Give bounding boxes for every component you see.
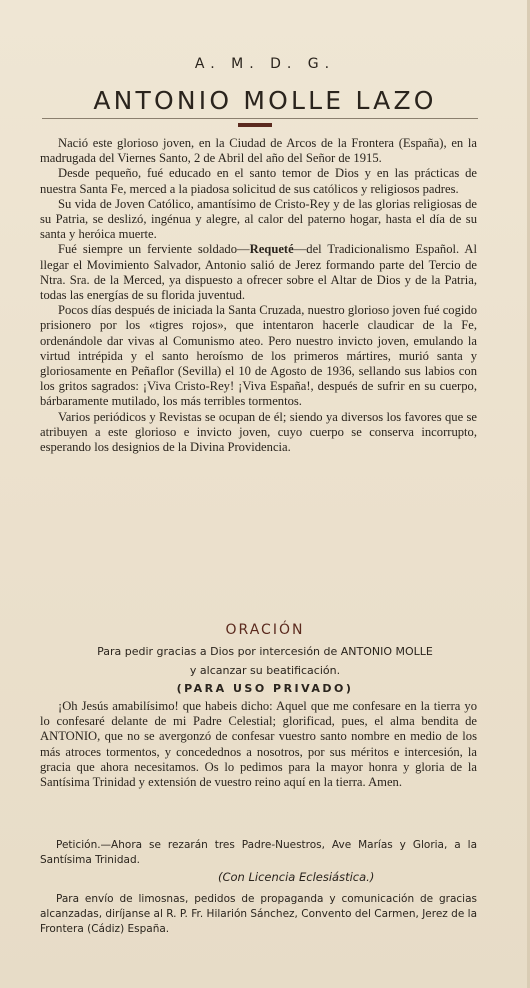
prayer-paragraph: ¡Oh Jesús amabilísimo! que habeis dicho: Aquel que me confesare en la tierra yo lo confesaré delante de mi Padre Celestial; glorificad, pues, el alma bendita de ANTONIO, que no se avergonzó de confesar vuestro santo nombre en medio de los más atroces tormentos, y concedednos a nosotros, por sus méritos e intercesión, la gracia que ahora necesitamos. Os lo pedimos para la mayor honra y gloria de la Santísima Trinidad y extensión de vuestro reino aquí en la tierra. Amen. xyxy=(40,699,477,790)
requete-emphasis: Requeté xyxy=(249,242,294,257)
biography-paragraph: Nació este glorioso joven, en la Ciudad de Arcos de la Frontera (España), en la madrugada del Viernes Santo, 2 de Abril del año del Señor de 1915. xyxy=(40,136,477,166)
prayer-subtitle: Para pedir gracias a Dios por intercesión de ANTONIO MOLLE xyxy=(97,645,433,658)
biography-paragraph: Desde pequeño, fué educado en el santo temor de Dios y en las prácticas de nuestra Santa Fe, merced a la piadosa solicitud de sus católicos y religiosos padres. xyxy=(40,166,477,196)
prayer-subtitle: y alcanzar su beatificación. xyxy=(189,664,341,677)
private-use-note: (PARA USO PRIVADO) xyxy=(176,682,354,695)
biography-text: Fué siempre un ferviente soldado— xyxy=(58,242,250,257)
page-title: ANTONIO MOLLE LAZO xyxy=(93,86,437,115)
ecclesiastical-license: (Con Licencia Eclesiástica.) xyxy=(218,870,375,884)
contact-note xyxy=(40,892,477,937)
petition-note xyxy=(40,838,477,868)
divider-ornament xyxy=(238,123,272,127)
petition-text: Petición.—Ahora se rezarán tres Padre-Nuestros, Ave Marías y Gloria, a la Santísima Trinidad. xyxy=(40,839,477,866)
biography-paragraph: Su vida de Joven Católico, amantísimo de Cristo-Rey y de las glorias religiosas de su Patria, se deslizó, ingénua y alegre, al calor del paterno hogar, hasta el día de su santa y heróica muerte. xyxy=(40,196,477,242)
biography-paragraph: Varios periódicos y Revistas se ocupan de él; siendo ya diversos los favores que se atribuyen a este glorioso e invicto joven, cuyo cuerpo se conserva incorrupto, esperando los designios de la Divina Providencia. xyxy=(40,409,477,455)
prayer-text xyxy=(40,699,477,790)
biography-paragraph: Pocos días después de iniciada la Santa Cruzada, nuestro glorioso joven fué cogido prisionero por los «tigres rojos», que intentaron hacerle claudicar de la Fe, ordenándole dar vivas al Comunismo ateo. Pero nuestro invicto joven, emulando la virtud intrépida y el santo heroísmo de los primeros mártires, murió santa y gloriosamente en Peñaflor (Sevilla) el 10 de Agosto de 1936, sellando sus labios con los gritos sagrados: ¡Viva Cristo-Rey! ¡Viva España!, después de sufrir en su cuerpo, bárbaramente mutilado, los más terribles tormentos. xyxy=(40,303,477,409)
biography-text: —del Tradicionalismo Español. Al llegar el Movimiento Salvador, Antonio salió de Jerez formando parte del Tercio de Ntra. Sra. de la Merced, ya dispuesto a ofrecer sobre el Altar de Dios y de la Patria, todas las energías de su florida juventud. xyxy=(40,242,477,303)
biography-paragraph xyxy=(40,242,477,303)
contact-text: Para envío de limosnas, pedidos de propaganda y comunicación de gracias alcanzadas, diríjanse al R. P. Fr. Hilarión Sánchez, Convento del Carmen, Jerez de la Frontera (Cádiz) España. xyxy=(40,893,477,935)
prayer-heading: ORACIÓN xyxy=(225,622,305,638)
amdg-heading: A. M. D. G. xyxy=(194,56,336,72)
biography xyxy=(40,136,477,455)
title-divider xyxy=(42,118,478,119)
